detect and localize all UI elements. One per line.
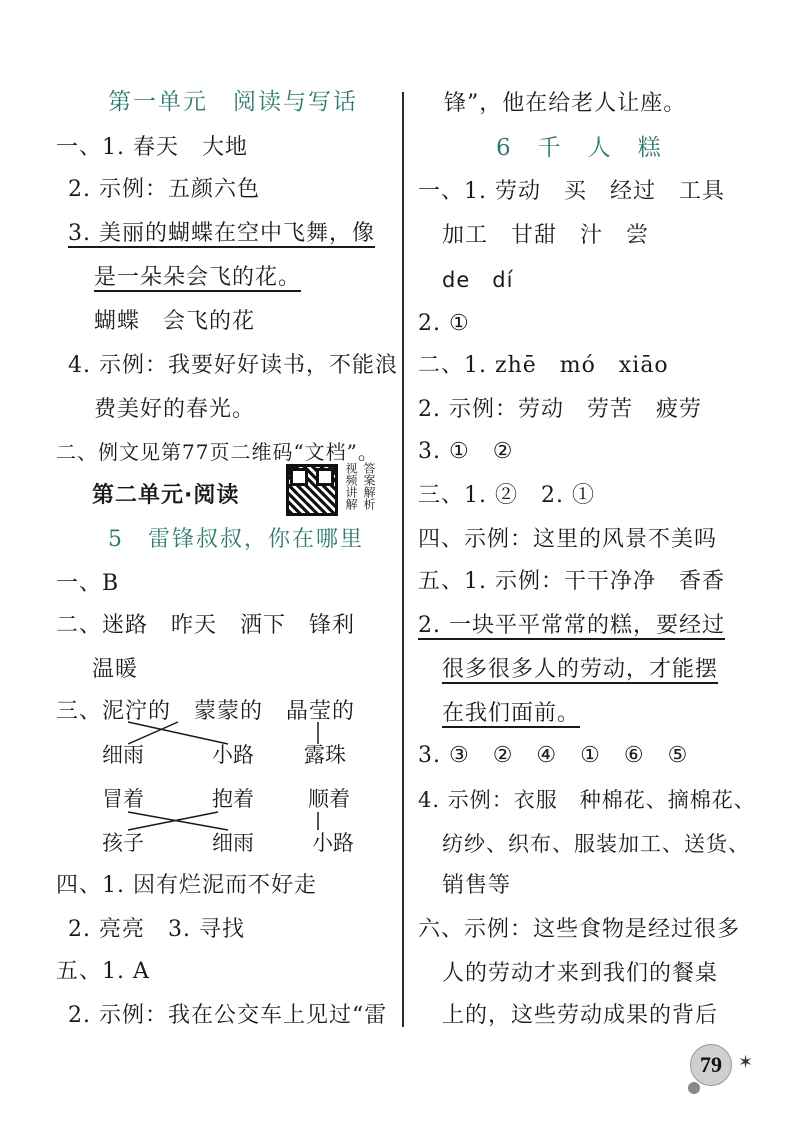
qr-labels — [344, 462, 390, 522]
answer-line: 销售等 — [442, 873, 512, 898]
match-word: 细雨 — [102, 743, 144, 767]
qr-label-answer: 答案解析 — [362, 462, 376, 510]
answer-line: 二、1. zhē mó xiāo — [418, 353, 669, 378]
answer-line: 二、例文见第77页二维码“文档”。 — [56, 440, 379, 464]
answer-line-underlined: 在我们面前。 — [442, 701, 581, 726]
match-word: 冒着 — [102, 787, 144, 811]
answer-line: 蝴蝶 会飞的花 — [94, 309, 256, 334]
answer-line-underlined: 3. 美丽的蝴蝶在空中飞舞，像 — [68, 221, 375, 246]
answer-line: 费美好的春光。 — [94, 397, 256, 422]
answer-line: 2. ① — [418, 311, 470, 336]
answer-line: 上的，这些劳动成果的背后 — [442, 1003, 719, 1028]
qr-label-video: 视频讲解 — [344, 462, 358, 510]
match-word: 露珠 — [304, 743, 346, 767]
answer-line: 三、泥泞的 蒙蒙的 晶莹的 — [56, 699, 356, 724]
answer-line: 一、B — [56, 571, 120, 596]
answer-line: 一、1. 劳动 买 经过 工具 — [418, 179, 725, 204]
match-word: 细雨 — [212, 831, 254, 855]
match-word: 小路 — [312, 831, 354, 855]
answer-line: 锋”，他在给老人让座。 — [444, 91, 687, 116]
answer-line: 温暖 — [92, 657, 139, 682]
page-dot-icon — [688, 1082, 700, 1094]
answer-line: 2. 示例：五颜六色 — [68, 177, 260, 202]
answer-line-underlined: 很多很多人的劳动，才能摆 — [442, 657, 719, 682]
answer-line: 一、1. 春天 大地 — [56, 135, 248, 160]
match-word: 抱着 — [212, 787, 254, 811]
answer-line: 纺纱、织布、服装加工、送货、 — [442, 832, 750, 856]
answer-line: 人的劳动才来到我们的餐桌 — [442, 961, 719, 986]
answer-line: 2. 示例：劳动 劳苦 疲劳 — [418, 397, 702, 422]
answer-line-underlined: 2. 一块平平常常的糕，要经过 — [418, 613, 725, 638]
answer-line: 2. 示例：我在公交车上见过“雷 — [68, 1003, 388, 1028]
page-number: 79 — [690, 1044, 732, 1086]
unit2-title: 第二单元·阅读 — [92, 483, 240, 508]
unit1-title: 第一单元 阅读与写话 — [108, 89, 358, 115]
match-word: 孩子 — [102, 831, 144, 855]
answer-line: 2. 亮亮 3. 寻找 — [68, 917, 245, 942]
lesson5-title: 5 雷锋叔叔，你在哪里 — [108, 527, 364, 552]
answer-line: 三、1. ② 2. ① — [418, 483, 595, 508]
answer-line-pinyin: de dí — [442, 268, 514, 292]
answer-line: 4. 示例：衣服 种棉花、摘棉花、 — [418, 788, 756, 812]
answer-line: 3. ③ ② ④ ① ⑥ ⑤ — [418, 743, 689, 768]
match-word: 顺着 — [308, 787, 350, 811]
match-word: 小路 — [212, 743, 254, 767]
column-divider — [402, 92, 404, 1027]
answer-line: 五、1. A — [56, 959, 150, 984]
answer-line: 加工 甘甜 汁 尝 — [442, 223, 650, 248]
answer-line: 五、1. 示例：干干净净 香香 — [418, 569, 725, 594]
lesson6-title: 6 千 人 糕 — [496, 135, 663, 161]
qr-code-icon[interactable] — [286, 464, 338, 516]
answer-line: 四、示例：这里的风景不美吗 — [418, 527, 718, 552]
answer-line: 4. 示例：我要好好读书，不能浪 — [68, 353, 398, 378]
answer-line: 二、迷路 昨天 洒下 锋利 — [56, 613, 356, 638]
star-icon: ✶ — [738, 1052, 754, 1073]
answer-line-underlined: 是一朵朵会飞的花。 — [94, 265, 302, 290]
answer-line: 四、1. 因有烂泥而不好走 — [56, 873, 317, 898]
answer-line: 六、示例：这些食物是经过很多 — [418, 917, 741, 942]
answer-line: 3. ① ② — [418, 439, 514, 464]
